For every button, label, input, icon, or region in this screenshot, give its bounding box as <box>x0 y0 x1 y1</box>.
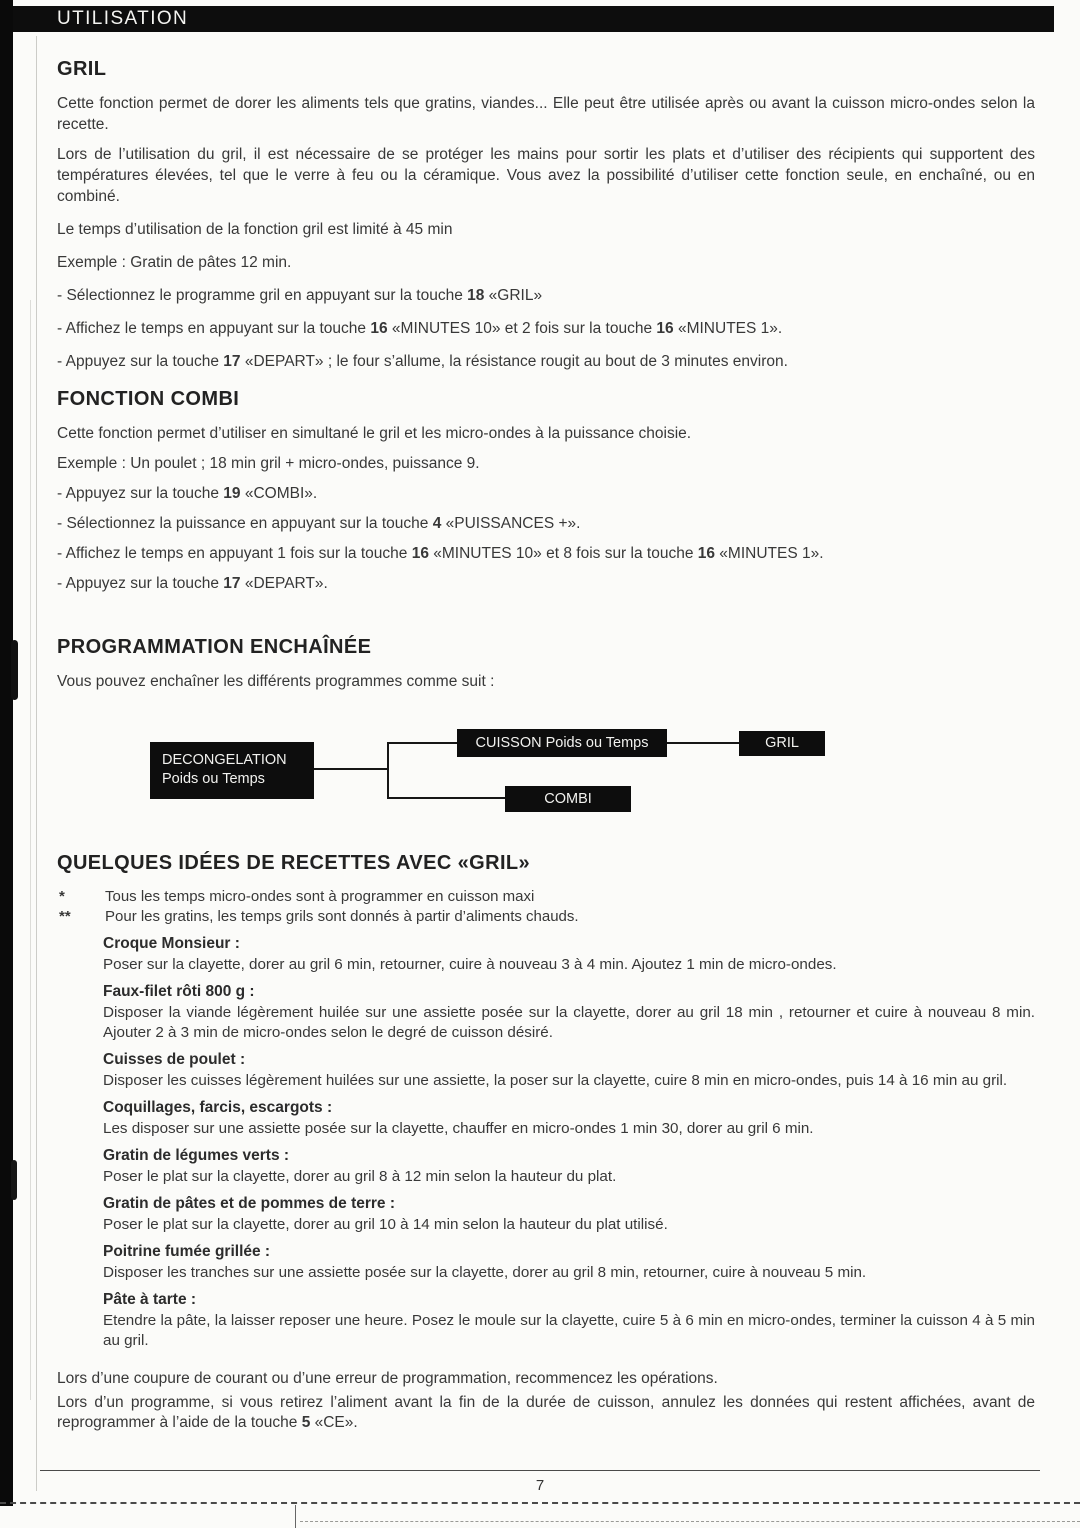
flow-connector <box>387 742 457 744</box>
recipe-text: Poser le plat sur la clayette, dorer au gril 10 à 14 min selon la hauteur du plat utilisé. <box>103 1216 668 1233</box>
divider-line <box>40 1470 1040 1471</box>
flow-connector <box>667 742 739 744</box>
recipe-text: Disposer la viande légèrement huilée sur une assiette posée sur la clayette, dorer au gril 18 min , retourner et cuire à nouveau 8 min. Ajouter 2 à 3 min de micro-ondes selon le degré de cuisson désiré. <box>103 1004 1035 1041</box>
footnote <box>57 907 1035 927</box>
flow-box-decongelation <box>150 742 314 799</box>
paragraph: Cette fonction permet d’utiliser en simultané le gril et les micro-ondes à la puissance choisie. <box>57 425 692 442</box>
section-title-combi: FONCTION COMBI <box>57 388 240 410</box>
step-paragraph: - Sélectionnez le programme gril en appuyant sur la touche 18 «GRIL» <box>57 287 543 304</box>
paragraph: Vous pouvez enchaîner les différents programmes comme suit : <box>57 673 495 690</box>
footnote-marker: * <box>59 888 65 905</box>
recipe-item <box>103 1243 1035 1283</box>
step-paragraph: - Sélectionnez la puissance en appuyant sur la touche 4 «PUISSANCES +». <box>57 515 581 532</box>
scan-artifact <box>11 640 18 700</box>
page-footer <box>0 1470 1080 1494</box>
scan-artifact <box>11 1160 17 1200</box>
recipe-item <box>103 1147 1035 1187</box>
step-paragraph: - Appuyez sur la touche 17 «DEPART» ; le four s’allume, la résistance rougit au bout de 3 minutes environ. <box>57 353 788 370</box>
flow-box-label: DECONGELATION <box>162 752 287 768</box>
paragraph: Le temps d’utilisation de la fonction gril est limité à 45 min <box>57 221 453 238</box>
recipe-item <box>103 935 1035 975</box>
flow-connector <box>387 797 505 799</box>
recipe-name: Pâte à tarte : <box>103 1291 197 1308</box>
paragraph: Exemple : Gratin de pâtes 12 min. <box>57 254 292 271</box>
recipe-name: Croque Monsieur : <box>103 935 240 952</box>
recipe-item <box>103 1051 1035 1091</box>
recipe-text: Disposer les tranches sur une assiette posée sur la clayette, dorer au gril 8 min, retourner, cuire à nouveau 5 min. <box>103 1264 867 1281</box>
dashed-cut-line <box>0 1502 1080 1504</box>
scan-binding-strip <box>0 0 13 1506</box>
page-title: UTILISATION <box>57 8 189 29</box>
section-title-recettes: QUELQUES IDÉES DE RECETTES AVEC «GRIL» <box>57 852 531 874</box>
recipe-text: Les disposer sur une assiette posée sur la clayette, chauffer en micro-ondes 1 min 30, dorer au gril 6 min. <box>103 1120 814 1137</box>
section-title-gril: GRIL <box>57 58 107 80</box>
footnote-text: Pour les gratins, les temps grils sont donnés à partir d’aliments chauds. <box>105 908 579 925</box>
footer-note-paragraph: Lors d’une coupure de courant ou d’une erreur de programmation, recommencez les opérations. <box>57 1370 718 1387</box>
recipe-name: Coquillages, farcis, escargots : <box>103 1099 333 1116</box>
paragraph: Cette fonction permet de dorer les aliments tels que gratins, viandes... Elle peut être utilisée après ou avant la cuisson micro-ondes selon la recette. <box>57 95 1035 133</box>
recipe-name: Cuisses de poulet : <box>103 1051 246 1068</box>
scan-artifact <box>295 1505 296 1528</box>
flow-box-label: Poids ou Temps <box>162 771 265 787</box>
section-title-programmation: PROGRAMMATION ENCHAÎNÉE <box>57 636 372 658</box>
step-paragraph: - Appuyez sur la touche 19 «COMBI». <box>57 485 318 502</box>
paragraph: Lors de l’utilisation du gril, il est nécessaire de se protéger les mains pour sortir les plats et d’utiliser des récipients qui supportent des températures élevées, tel que le verre à feu ou la céramique. Vous avez la possibilité d’utiliser cette fonction seule, en enchaîné, ou en combiné. <box>57 146 1035 205</box>
flow-box-cuisson: CUISSON Poids ou Temps <box>457 729 667 757</box>
page-edge-line <box>36 36 37 1491</box>
flow-box-combi: COMBI <box>505 786 631 812</box>
step-paragraph: - Affichez le temps en appuyant 1 fois sur la touche 16 «MINUTES 10» et 8 fois sur la touche 16 «MINUTES 1». <box>57 545 824 562</box>
footnote <box>57 887 1035 907</box>
paragraph: Exemple : Un poulet ; 18 min gril + micro-ondes, puissance 9. <box>57 455 480 472</box>
program-flowchart <box>57 724 1035 826</box>
recipe-name: Gratin de légumes verts : <box>103 1147 290 1164</box>
step-paragraph: - Affichez le temps en appuyant sur la touche 16 «MINUTES 10» et 2 fois sur la touche 16 «MINUTES 1». <box>57 320 783 337</box>
footer-note-paragraph: Lors d’un programme, si vous retirez l’aliment avant la fin de la durée de cuisson, annulez les données qui restent affichées, avant de reprogrammer à l’aide de la touche 5 «CE». <box>57 1394 1035 1431</box>
recipe-item <box>103 983 1035 1043</box>
recipe-name: Gratin de pâtes et de pommes de terre : <box>103 1195 396 1212</box>
recipe-item <box>103 1099 1035 1139</box>
page-header-bar <box>13 6 1054 32</box>
flow-connector <box>314 768 387 770</box>
step-paragraph: - Appuyez sur la touche 17 «DEPART». <box>57 575 328 592</box>
footnote-marker: ** <box>59 908 71 925</box>
page-number: 7 <box>535 1477 545 1494</box>
footnote-text: Tous les temps micro-ondes sont à programmer en cuisson maxi <box>105 888 535 905</box>
recipe-text: Poser sur la clayette, dorer au gril 6 min, retourner, cuire à nouveau 3 à 4 min. Ajoutez 1 min de micro-ondes. <box>103 956 837 973</box>
page-edge-line <box>30 300 31 1400</box>
recipe-name: Faux-filet rôti 800 g : <box>103 983 255 1000</box>
recipe-text: Etendre la pâte, la laisser reposer une heure. Posez le moule sur la clayette, cuire 5 à 6 min en micro-ondes, terminer la cuisson 4 à 5 min au gril. <box>103 1312 1035 1349</box>
recipe-item <box>103 1291 1035 1351</box>
dashed-cut-line <box>300 1521 1080 1522</box>
recipe-text: Disposer les cuisses légèrement huilées sur une assiette, la poser sur la clayette, cuire 8 min en micro-ondes, puis 14 à 16 min au gril. <box>103 1072 1008 1089</box>
recipe-item <box>103 1195 1035 1235</box>
flow-box-gril: GRIL <box>739 731 825 756</box>
footer-notes <box>57 1369 1035 1433</box>
recipe-name: Poitrine fumée grillée : <box>103 1243 271 1260</box>
recipe-text: Poser le plat sur la clayette, dorer au gril 8 à 12 min selon la hauteur du plat. <box>103 1168 617 1185</box>
flow-connector <box>387 742 389 799</box>
page-content <box>57 44 1035 1437</box>
